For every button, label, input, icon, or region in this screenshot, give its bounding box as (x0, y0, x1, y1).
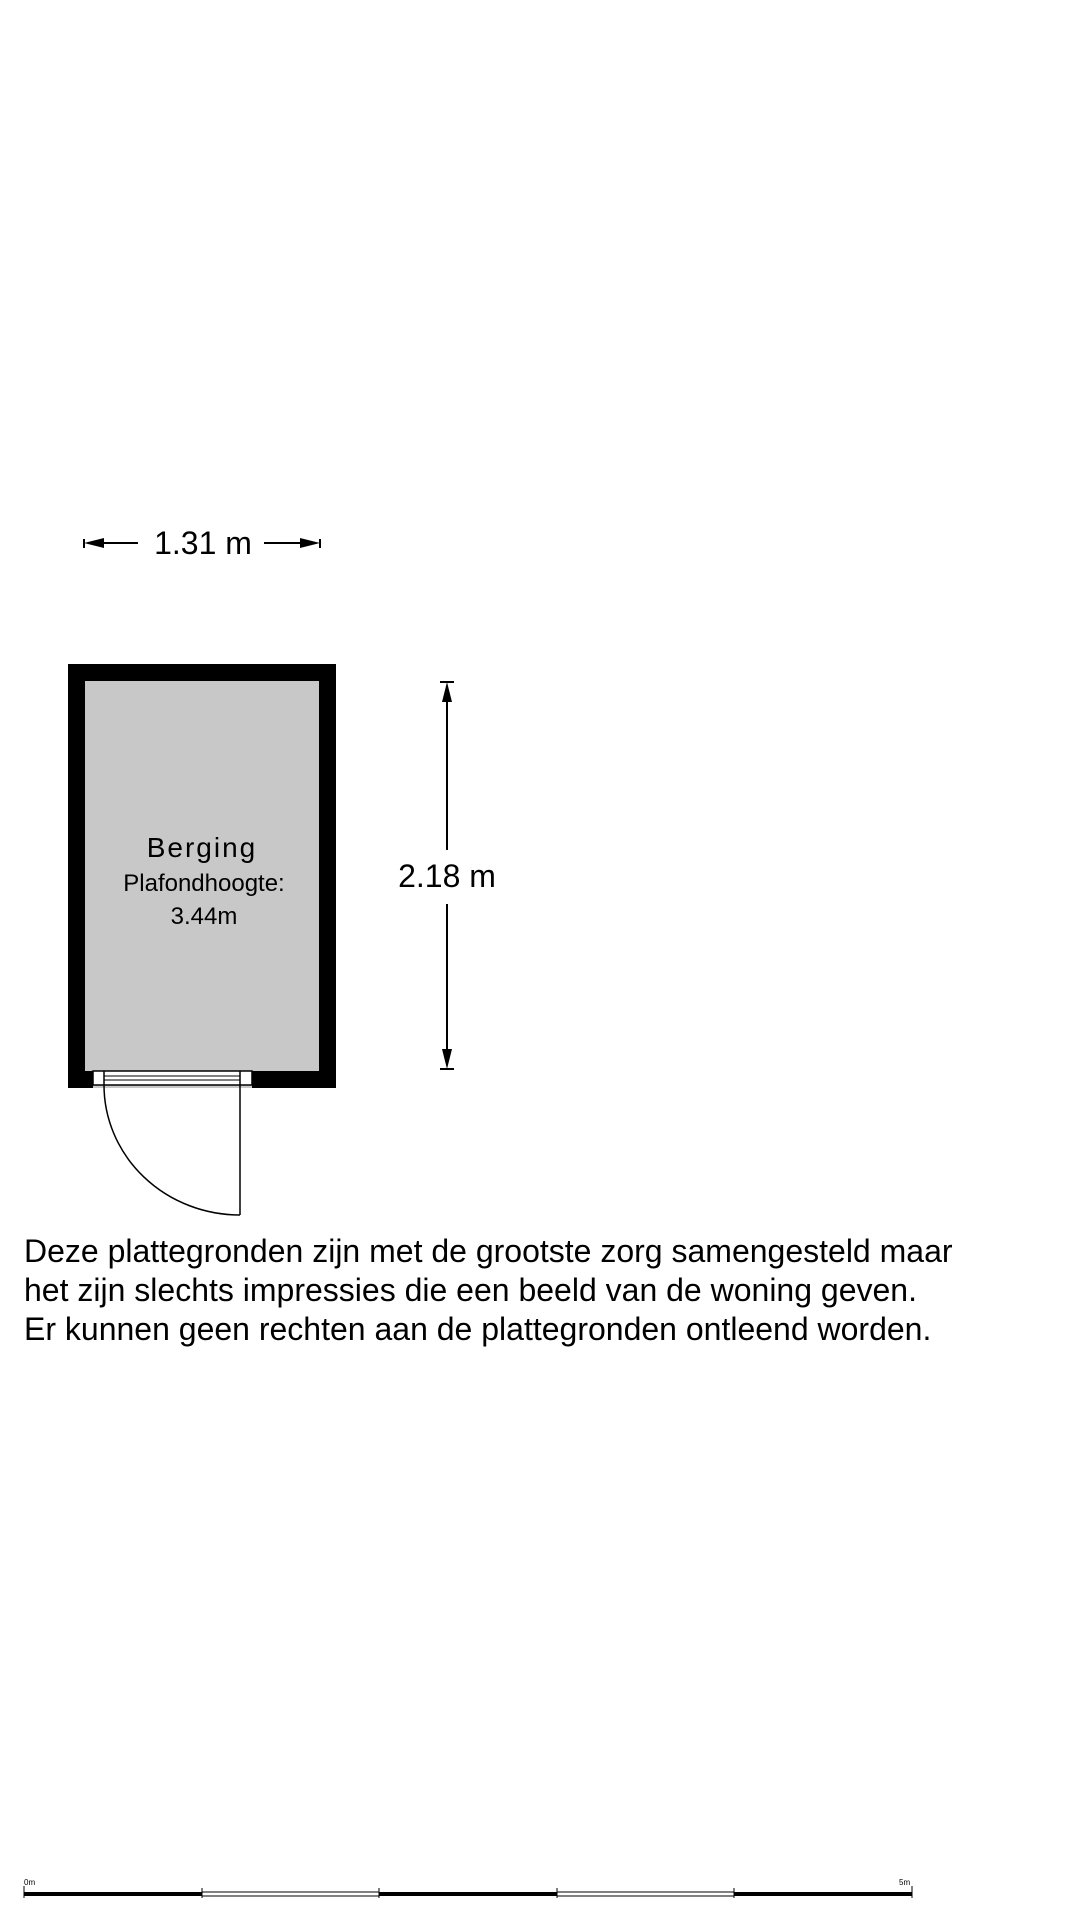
ceiling-height-value: 3.44m (170, 903, 238, 930)
width-dimension-label: 1.31 m (154, 525, 252, 561)
scale-end-label: 5m (899, 1878, 911, 1887)
wall-left (68, 664, 85, 1088)
depth-dimension (398, 682, 496, 1069)
wall-right (319, 664, 336, 1088)
storage-room (68, 664, 336, 1215)
disclaimer-line-3: Er kunnen geen rechten aan de plattegronden ontleend worden. (24, 1311, 932, 1347)
scale-bar (24, 1878, 912, 1898)
door-frame (93, 1071, 252, 1085)
disclaimer (24, 1232, 1064, 1349)
disclaimer-line-2: het zijn slechts impressies die een beeld van de woning geven. (24, 1272, 917, 1308)
disclaimer-line-1: Deze plattegronden zijn met de grootste zorg samengesteld maar (24, 1233, 953, 1269)
wall-top (68, 664, 336, 681)
wall-bottom-right (252, 1071, 336, 1088)
width-dimension (84, 525, 320, 561)
door-swing (104, 1085, 240, 1215)
depth-dimension-label: 2.18 m (398, 858, 496, 894)
room-name: Berging (146, 832, 258, 863)
ceiling-height-label: Plafondhoogte: (123, 870, 285, 897)
wall-bottom-left (68, 1071, 93, 1088)
scale-start-label: 0m (24, 1878, 36, 1887)
